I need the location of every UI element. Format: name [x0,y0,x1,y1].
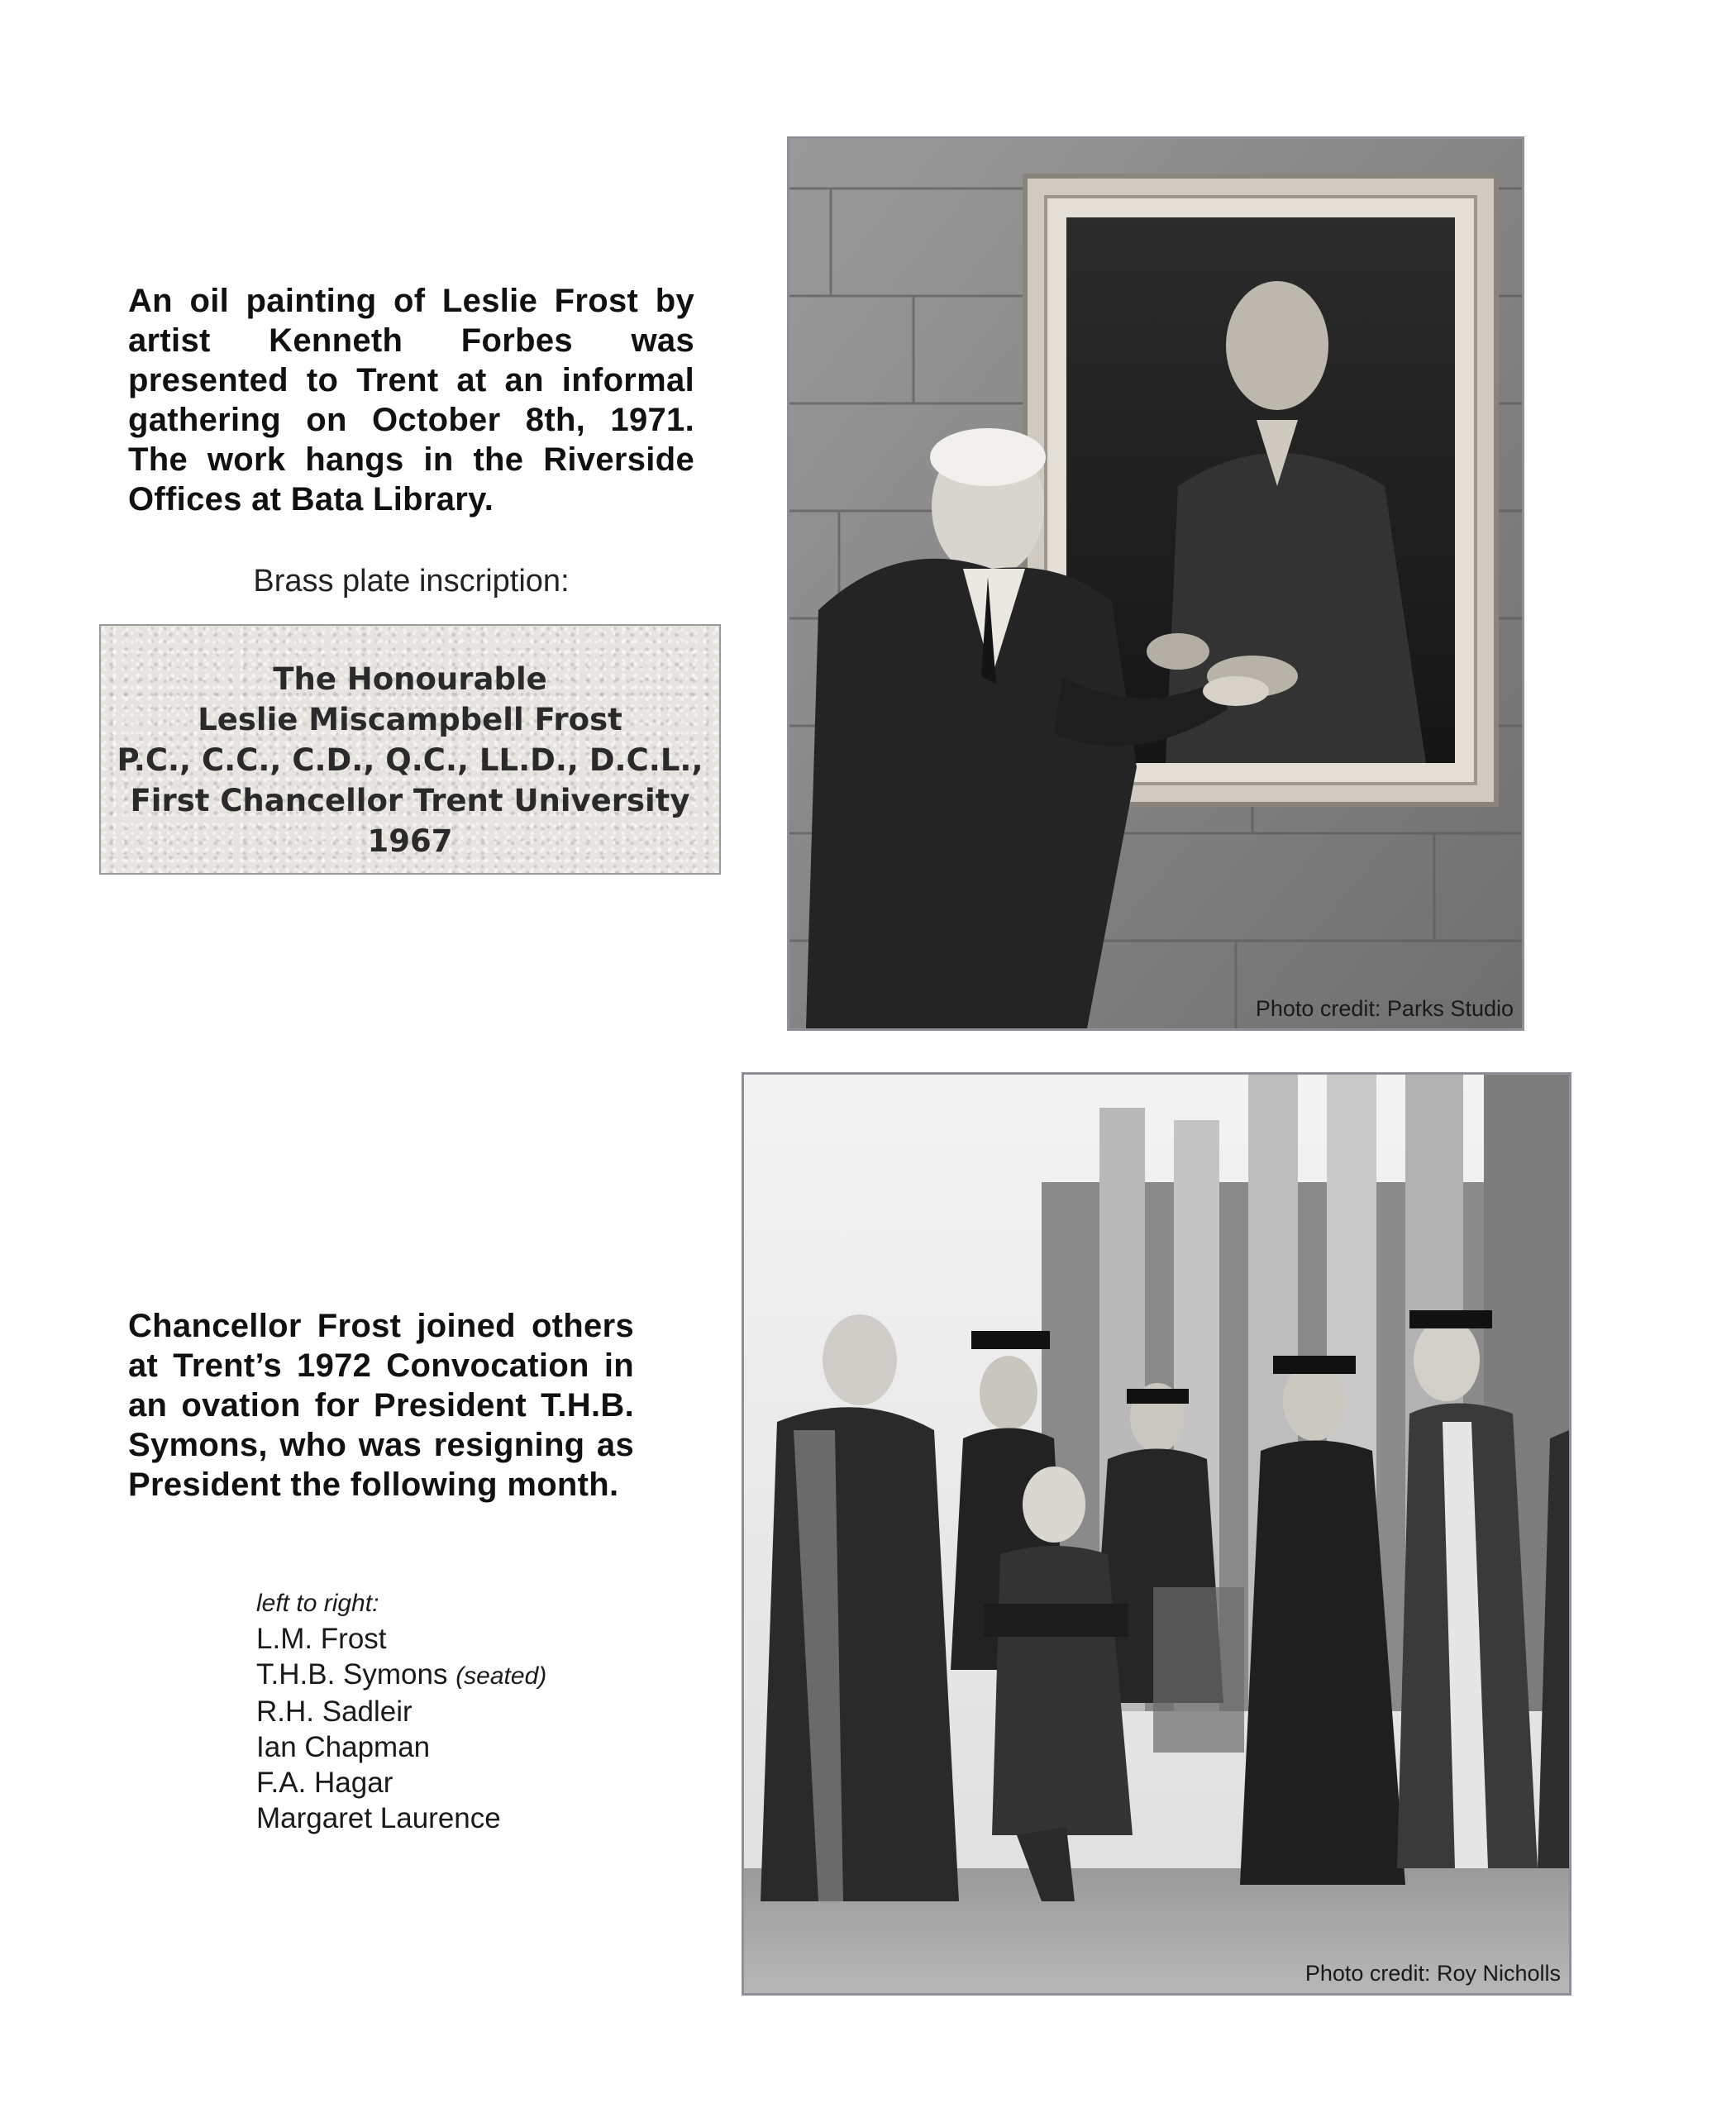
caption-name [256,1729,670,1765]
plate-line: 1967 [367,823,453,859]
caption-name [256,1800,670,1836]
convocation-description: Chancellor Frost joined others at Trent’s 1972 Convocation in an ovation for President T.H.B. Symons, who was resigning as President the following month. [128,1308,634,1503]
caption-name [256,1694,670,1729]
plate-label: Brass plate inscription: [253,564,570,599]
caption-name [256,1657,670,1694]
caption-name [256,1621,670,1657]
caption-lead: left to right: [256,1590,379,1617]
plate-line: Leslie Miscampbell Frost [198,702,622,737]
convocation-photo-image [744,1075,1569,1993]
portrait-photo [787,136,1524,1031]
person-name: Ian Chapman [256,1731,431,1763]
person-name: R.H. Sadleir [256,1695,413,1728]
painting-description: An oil painting of Leslie Frost by artist Kenneth Forbes was presented to Trent at an informal gathering on October 8th, 1971. The work hangs in the Riverside Offices at Bata Library. [128,283,694,517]
person-name: L.M. Frost [256,1623,387,1655]
plate-line: P.C., C.C., C.D., Q.C., LL.D., D.C.L., [117,742,703,778]
person-name: Margaret Laurence [256,1802,501,1834]
brass-plate [99,624,721,875]
caption-name [256,1765,670,1800]
plate-line: First Chancellor Trent University [130,783,690,818]
person-name: F.A. Hagar [256,1767,393,1799]
person-note: (seated) [455,1662,547,1690]
person-name: T.H.B. Symons [256,1658,448,1691]
plate-line: The Honourable [273,661,547,697]
convocation-photo [742,1072,1571,1996]
photo-credit: Photo credit: Parks Studio [1255,996,1514,1021]
photo-credit: Photo credit: Roy Nicholls [1304,1961,1561,1986]
photo-caption [256,1586,670,1836]
portrait-photo-image [789,139,1522,1028]
